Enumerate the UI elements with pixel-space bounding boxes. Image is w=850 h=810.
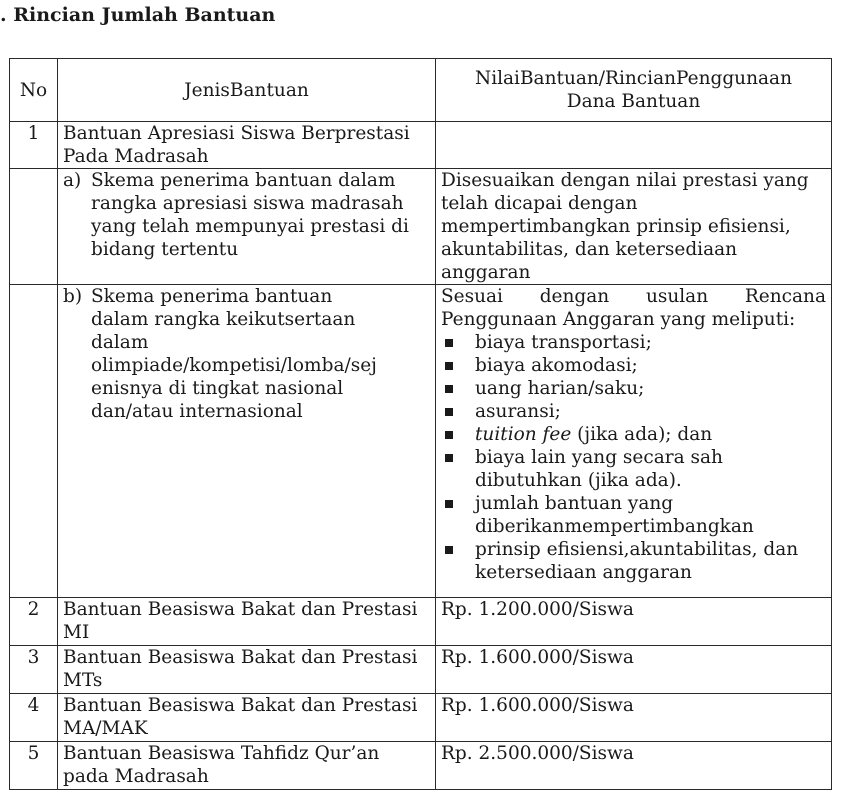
- table-row: [10, 285, 832, 598]
- header-nilai-line1: NilaiBantuan/RincianPenggunaan: [475, 68, 792, 89]
- bullet-square-icon: [445, 431, 453, 439]
- table-row: [10, 122, 832, 169]
- sub-text-line: dan/atau internasional: [91, 401, 303, 422]
- header-jenis: JenisBantuan: [58, 59, 436, 122]
- cell-nilai: Rp. 1.600.000/Siswa: [436, 694, 832, 742]
- list-item: [441, 446, 826, 492]
- list-item: [441, 538, 826, 584]
- cell-no: [10, 285, 58, 598]
- list-item-text: asuransi;: [475, 401, 561, 422]
- cell-jenis: Bantuan Beasiswa Bakat dan Prestasi MA/MAK: [58, 694, 436, 742]
- table-row: [10, 742, 832, 790]
- list-item-text: uang harian/saku;: [475, 378, 645, 399]
- bullet-square-icon: [445, 362, 453, 370]
- cell-nilai: Disesuaikan dengan nilai prestasi yang telah dicapai dengan mempertimbangkan prinsip efisiensi, akuntabilitas, dan ketersediaan anggaran: [436, 169, 832, 285]
- sub-text-line: enisnya di tingkat nasional: [91, 378, 344, 399]
- cell-no: 5: [10, 742, 58, 790]
- list-item: [441, 377, 826, 400]
- bullet-square-icon: [445, 546, 453, 554]
- table-row: [10, 694, 832, 742]
- rincian-table: [9, 58, 832, 790]
- list-item: [441, 423, 826, 446]
- cell-nilai: [436, 285, 832, 598]
- sub-label: a): [63, 170, 82, 191]
- cell-jenis: Bantuan Beasiswa Bakat dan Prestasi MI: [58, 598, 436, 646]
- sub-text-line: dalam rangka keikutsertaan: [91, 309, 356, 330]
- section-title: . Rincian Jumlah Bantuan: [0, 4, 276, 26]
- tuition-fee-italic: tuition fee: [475, 424, 572, 445]
- list-item-text: biaya akomodasi;: [475, 355, 638, 376]
- cell-nilai: Rp. 1.200.000/Siswa: [436, 598, 832, 646]
- list-item: [441, 400, 826, 423]
- table-row: [10, 646, 832, 694]
- cell-no: 1: [10, 122, 58, 169]
- cell-no: 3: [10, 646, 58, 694]
- sub-text: [91, 285, 430, 423]
- table-row: [10, 598, 832, 646]
- header-nilai: [436, 59, 832, 122]
- cell-jenis: Bantuan Beasiswa Bakat dan Prestasi MTs: [58, 646, 436, 694]
- header-nilai-line2: Dana Bantuan: [566, 91, 701, 112]
- list-item-text: jumlah bantuan yang diberikanmempertimbangkan: [475, 493, 754, 537]
- list-item: [441, 354, 826, 377]
- bullet-list: [441, 331, 826, 584]
- table-row: [10, 169, 832, 285]
- bullet-square-icon: [445, 500, 453, 508]
- cell-jenis: [58, 169, 436, 285]
- tuition-fee-rest: (jika ada); dan: [571, 424, 713, 445]
- cell-no: [10, 169, 58, 285]
- list-item-text: biaya transportasi;: [475, 332, 652, 353]
- table-header-row: [10, 59, 832, 122]
- bullet-square-icon: [445, 454, 453, 462]
- cell-jenis: Bantuan Beasiswa Tahfidz Qur’an pada Madrasah: [58, 742, 436, 790]
- sub-text-line: Skema penerima bantuan: [91, 286, 333, 307]
- bullet-square-icon: [445, 385, 453, 393]
- cell-jenis: [58, 285, 436, 598]
- sub-text-line: olimpiade/kompetisi/lomba/sej: [91, 355, 377, 376]
- intro-line: Penggunaan Anggaran yang meliputi:: [441, 309, 796, 330]
- list-item-text: [475, 423, 712, 446]
- cell-no: 4: [10, 694, 58, 742]
- cell-jenis: Bantuan Apresiasi Siswa Berprestasi Pada Madrasah: [58, 122, 436, 169]
- cell-no: 2: [10, 598, 58, 646]
- sub-text-line: dalam: [91, 332, 149, 353]
- intro-line: Sesuai dengan usulan Rencana: [441, 286, 826, 307]
- cell-nilai: [436, 122, 832, 169]
- header-no: No: [10, 59, 58, 122]
- cell-nilai: Rp. 2.500.000/Siswa: [436, 742, 832, 790]
- list-item: [441, 331, 826, 354]
- sub-text: Skema penerima bantuan dalam rangka apresiasi siswa madrasah yang telah mempunyai prestasi di bidang tertentu: [91, 170, 409, 260]
- bullet-square-icon: [445, 339, 453, 347]
- list-item: [441, 492, 826, 538]
- list-item-text: biaya lain yang secara sah dibutuhkan (jika ada).: [475, 447, 723, 491]
- sub-label: b): [63, 286, 83, 307]
- cell-nilai: Rp. 1.600.000/Siswa: [436, 646, 832, 694]
- bullet-square-icon: [445, 408, 453, 416]
- list-item-text: prinsip efisiensi,akuntabilitas, dan ketersediaan anggaran: [475, 539, 799, 583]
